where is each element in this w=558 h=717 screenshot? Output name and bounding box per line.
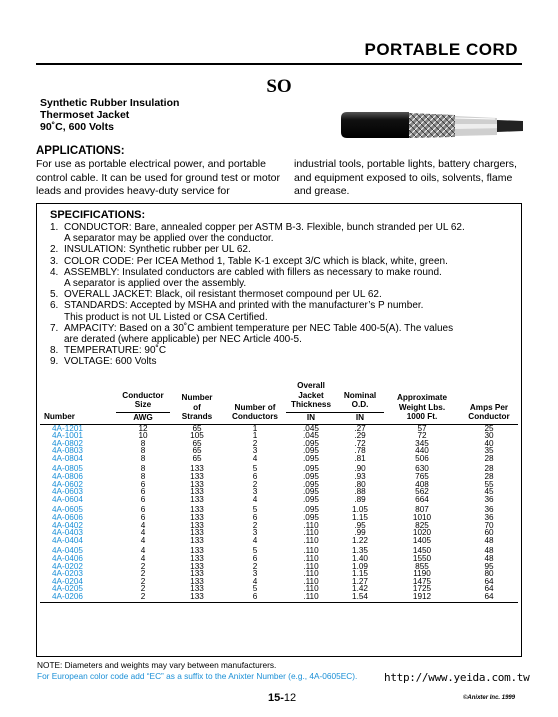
page-num: 12 (283, 692, 297, 704)
cell-od: .90 (354, 464, 366, 474)
cell-weight: 825 (415, 520, 429, 530)
cell-weight: 630 (415, 464, 429, 474)
cell-amps: 28 (484, 453, 494, 463)
cell-conductors: 6 (224, 593, 286, 602)
cell-od: 1.22 (352, 535, 368, 545)
cell-jacket-thickness: .095 (303, 453, 319, 463)
cell-part-number: 4A-0405 (52, 546, 83, 556)
spec-text: CONDUCTOR: Bare, annealed copper per ASTM B-3. Flexible, bunch stranded per UL 62. (64, 222, 465, 233)
table-row (40, 529, 518, 537)
table-row (40, 537, 518, 545)
cable-data-table (40, 381, 518, 603)
cell-conductors: 1 (252, 431, 258, 441)
cell-conductor-size: 4 (140, 535, 146, 545)
spec-item (50, 300, 518, 322)
table-row (40, 514, 518, 522)
cell-conductor-size: 8 (140, 453, 146, 463)
spec-number: 4. (50, 266, 59, 278)
spec-text: VOLTAGE: 600 Volts (64, 356, 157, 368)
cell-strands: 133 (190, 505, 204, 515)
cell-strands: 65 (192, 423, 202, 433)
column-header-strands: Number of Strands (170, 381, 224, 424)
table-row (40, 432, 518, 440)
cell-weight: 1550 (412, 554, 432, 563)
cell-part-number: 4A-0205 (52, 584, 83, 594)
page-header-title: PORTABLE CORD (364, 40, 518, 59)
table-row (40, 563, 518, 571)
cell-conductor-size: 2 (140, 569, 146, 579)
subtitle-line: Thermoset Jacket (40, 109, 130, 121)
cell-jacket-thickness: .110 (303, 569, 319, 579)
column-header-size: Conductor Size (122, 390, 164, 409)
cell-strands: 133 (190, 479, 204, 489)
cell-jacket-thickness: .095 (303, 446, 319, 456)
cell-conductor-size: 6 (140, 505, 146, 515)
cell-jacket-thickness: .095 (303, 513, 319, 523)
table-row (40, 455, 518, 463)
spec-text-continued: This product is not UL Listed or CSA Certified. (64, 311, 268, 323)
cable-type-title: SO (266, 76, 292, 97)
cell-strands: 133 (190, 520, 204, 530)
cell-conductor-size: 6 (140, 513, 146, 523)
cell-conductors: 4 (252, 535, 258, 545)
cell-amps: 30 (484, 431, 494, 441)
cell-part-number: 4A-0804 (52, 453, 83, 463)
cell-jacket-thickness: .095 (303, 487, 319, 497)
cell-conductor-size: 2 (140, 584, 146, 594)
cell-part-number: 4A-0806 (52, 472, 83, 482)
spec-item (50, 323, 518, 345)
spec-text: INSULATION: Synthetic rubber per UL 62. (64, 244, 251, 256)
table-row (40, 424, 518, 432)
cell-part-number: 4A-0605 (52, 505, 83, 515)
spec-item (50, 267, 518, 289)
cell-od: 1.09 (352, 561, 368, 571)
cell-od: .93 (354, 472, 366, 482)
column-header-weight: Approximate Weight Lbs. 1000 Ft. (384, 381, 460, 424)
spec-number: 6. (50, 300, 59, 312)
table-row (40, 578, 518, 586)
spec-text: TEMPERATURE: 90˚C (64, 345, 167, 357)
cell-part-number: 4A-0802 (52, 438, 83, 448)
cell-conductor-size: 6 (140, 494, 146, 504)
cell-amps: 36 (484, 505, 494, 515)
table-row (40, 462, 518, 473)
cell-conductors: 2 (252, 438, 258, 448)
cell-jacket-thickness: .110 (303, 535, 319, 545)
spec-item (50, 222, 518, 244)
cell-conductor-size: 4 (140, 528, 146, 538)
cell-conductors: 5 (252, 546, 258, 556)
cell-conductor-size: 4 (140, 554, 146, 563)
specifications-heading: SPECIFICATIONS: (50, 209, 146, 221)
cell-jacket-thickness: .095 (303, 505, 319, 515)
cell-weight: 765 (415, 472, 429, 482)
cell-conductor-size: 8 (140, 446, 146, 456)
cell-strands: 133 (190, 584, 204, 594)
cell-jacket-thickness: .095 (303, 438, 319, 448)
cell-conductors: 2 (252, 561, 258, 571)
spec-number: 7. (50, 322, 59, 334)
cell-weight: 807 (415, 505, 429, 515)
spec-number: 5. (50, 289, 59, 301)
cell-jacket-thickness: .110 (303, 520, 319, 530)
cell-amps: 48 (484, 535, 494, 545)
cell-conductor-size: 6 (140, 479, 146, 489)
cell-conductors: 4 (252, 494, 258, 504)
cell-conductor-size: 2 (116, 593, 170, 602)
cell-jacket-thickness: .110 (286, 593, 336, 602)
cell-jacket-thickness: .110 (303, 554, 319, 563)
page-number (268, 692, 296, 704)
cell-amps: 36 (484, 513, 494, 523)
spec-number: 2. (50, 244, 59, 256)
cell-conductor-size: 8 (140, 472, 146, 482)
column-header-number: Number (40, 381, 116, 424)
cell-amps: 64 (484, 576, 494, 586)
unit-jacket: IN (286, 412, 336, 424)
table-row (40, 488, 518, 496)
cell-weight: 72 (417, 431, 427, 441)
cell-weight: 506 (415, 453, 429, 463)
cell-amps: 48 (484, 554, 494, 563)
cell-amps: 55 (484, 479, 494, 489)
cell-weight: 1020 (412, 528, 432, 538)
cell-weight: 1912 (384, 593, 460, 602)
cell-conductors: 5 (252, 464, 258, 474)
cell-od: 1.54 (336, 593, 384, 602)
subtitle-line: 90˚C, 600 Volts (40, 121, 114, 133)
cell-strands: 105 (190, 431, 204, 441)
cell-conductor-size: 8 (140, 464, 146, 474)
spec-number: 9. (50, 356, 59, 368)
header-rule (36, 63, 522, 65)
spec-text-continued: A separator may be applied over the conductor. (64, 233, 274, 245)
cell-od: 1.27 (352, 576, 368, 586)
cell-amps: 64 (460, 593, 518, 602)
cell-amps: 60 (484, 528, 494, 538)
cell-jacket-thickness: .045 (303, 423, 319, 433)
cell-amps: 64 (484, 584, 494, 594)
cell-conductor-size: 10 (138, 431, 148, 441)
cell-part-number: 4A-0604 (52, 494, 83, 504)
specifications-list (50, 222, 518, 368)
cell-strands: 133 (190, 569, 204, 579)
spec-number: 3. (50, 255, 59, 267)
table-row (40, 447, 518, 455)
cell-part-number: 4A-0403 (52, 528, 83, 538)
cell-od: 1.35 (352, 546, 368, 556)
spec-item (50, 256, 518, 267)
cell-conductor-size: 4 (140, 520, 146, 530)
table-row (40, 473, 518, 481)
cell-part-number: 4A-0402 (52, 520, 83, 530)
cell-od: .88 (354, 487, 366, 497)
cell-jacket-thickness: .095 (303, 464, 319, 474)
cell-strands: 65 (192, 438, 202, 448)
cell-jacket-thickness: .110 (303, 576, 319, 586)
spec-text: ASSEMBLY: Insulated conductors are cabled with fillers as necessary to make round. (64, 266, 442, 278)
table-row (40, 522, 518, 530)
unit-od: IN (336, 412, 384, 424)
cell-conductors: 5 (252, 505, 258, 515)
cell-od: 1.40 (352, 554, 368, 563)
cell-od: 1.15 (352, 513, 368, 523)
cell-part-number: 4A-0206 (40, 593, 116, 602)
cell-conductors: 3 (252, 569, 258, 579)
applications-heading: APPLICATIONS: (36, 145, 125, 157)
cell-part-number: 4A-0203 (52, 569, 83, 579)
copyright: ©Anixter Inc. 1999 (463, 695, 516, 701)
cell-strands: 133 (190, 464, 204, 474)
cell-od: .27 (354, 423, 366, 433)
cell-part-number: 4A-0602 (52, 479, 83, 489)
applications-text-left: For use as portable electrical power, and portable control cable. It can be used for ground test or motor leads and provides heavy-duty service for (36, 158, 280, 197)
cell-strands: 133 (190, 472, 204, 482)
note-color-code: For European color code add “EC” as a suffix to the Anixter Number (e.g., 4A-0605EC). (37, 671, 358, 681)
cell-weight: 440 (415, 446, 429, 456)
column-header-jacket: Overall Jacket Thickness (290, 381, 332, 409)
cell-amps: 28 (484, 472, 494, 482)
cell-conductors: 3 (252, 446, 258, 456)
cell-weight: 345 (415, 438, 429, 448)
spec-text: STANDARDS: Accepted by MSHA and printed with the manufacturer’s P number. (64, 300, 424, 312)
cell-amps: 35 (484, 446, 494, 456)
column-header-conductors: Number of Conductors (224, 381, 286, 424)
specifications-box (36, 203, 522, 657)
cell-conductor-size: 6 (140, 487, 146, 497)
cell-weight: 57 (417, 423, 427, 433)
cable-image (337, 106, 527, 146)
cell-weight: 1725 (412, 584, 432, 594)
spec-item (50, 289, 518, 300)
unit-size: AWG (116, 412, 170, 424)
cell-conductors: 6 (252, 513, 258, 523)
table-row (40, 570, 518, 578)
cell-jacket-thickness: .095 (303, 479, 319, 489)
cell-conductors: 2 (252, 479, 258, 489)
spec-text: OVERALL JACKET: Black, oil resistant thermoset compound per UL 62. (64, 289, 382, 301)
cell-conductor-size: 2 (140, 576, 146, 586)
cell-strands: 133 (190, 528, 204, 538)
cell-conductor-size: 4 (140, 546, 146, 556)
cell-strands: 133 (190, 535, 204, 545)
applications-text-right: industrial tools, portable lights, battery chargers, and equipment exposed to oils, solvents, flame and grease. (294, 158, 517, 197)
cell-amps: 36 (484, 494, 494, 504)
page-prefix: 15- (268, 692, 284, 704)
cell-od: .72 (354, 438, 366, 448)
cell-strands: 133 (190, 494, 204, 504)
column-header-amps: Amps Per Conductor (460, 381, 518, 424)
table-row (40, 585, 518, 593)
spec-item (50, 356, 518, 367)
cell-part-number: 4A-0603 (52, 487, 83, 497)
table-row (40, 555, 518, 563)
cell-part-number: 4A-0805 (52, 464, 83, 474)
cell-strands: 133 (190, 561, 204, 571)
spec-text: AMPACITY: Based on a 30˚C ambient temperature per NEC Table 400-5(A). The values (64, 322, 454, 334)
cell-conductor-size: 2 (140, 561, 146, 571)
table-row (40, 503, 518, 514)
column-header-od: Nominal O.D. (343, 390, 377, 409)
cell-jacket-thickness: .095 (303, 494, 319, 504)
cell-jacket-thickness: .110 (303, 561, 319, 571)
cell-strands: 65 (192, 446, 202, 456)
spec-text: COLOR CODE: Per ICEA Method 1, Table K-1 except 3/C which is black, white, green. (64, 255, 448, 267)
cell-conductor-size: 12 (138, 423, 148, 433)
cell-conductors: 4 (252, 576, 258, 586)
spec-item (50, 244, 518, 255)
cell-part-number: 4A-0406 (52, 554, 83, 563)
cell-conductors: 3 (252, 487, 258, 497)
cell-strands: 133 (190, 576, 204, 586)
cell-weight: 562 (415, 487, 429, 497)
cell-part-number: 4A-1001 (52, 431, 83, 441)
cell-od: 1.15 (352, 569, 368, 579)
spec-text-continued: A separator is applied over the assembly. (64, 278, 247, 290)
table-row (40, 481, 518, 489)
note-diameters: NOTE: Diameters and weights may vary between manufacturers. (37, 660, 277, 670)
watermark-url: http://www.yeida.com.tw (384, 671, 530, 684)
table-row (40, 593, 518, 602)
cell-jacket-thickness: .110 (303, 546, 319, 556)
spec-number: 1. (50, 222, 59, 233)
cell-jacket-thickness: .095 (303, 472, 319, 482)
spec-number: 8. (50, 345, 59, 357)
cell-conductors: 4 (252, 453, 258, 463)
cell-amps: 95 (484, 561, 494, 571)
cell-strands: 65 (192, 453, 202, 463)
cell-conductors: 3 (252, 528, 258, 538)
cell-amps: 45 (484, 487, 494, 497)
cell-strands: 133 (190, 554, 204, 563)
cell-weight: 664 (415, 494, 429, 504)
cell-od: .29 (354, 431, 366, 441)
cell-part-number: 4A-1201 (52, 423, 83, 433)
spec-text-continued: are derated (where applicable) per NEC Article 400-5. (64, 334, 302, 346)
table-row (40, 440, 518, 448)
cell-conductors: 5 (252, 584, 258, 594)
cell-amps: 40 (484, 438, 494, 448)
product-subtitle (40, 97, 179, 133)
cell-od: .78 (354, 446, 366, 456)
cell-strands: 133 (190, 513, 204, 523)
cell-weight: 1190 (413, 569, 431, 579)
cell-od: .80 (354, 479, 366, 489)
subtitle-line: Synthetic Rubber Insulation (40, 97, 180, 109)
cell-jacket-thickness: .110 (303, 528, 319, 538)
cell-jacket-thickness: .045 (303, 431, 319, 441)
cell-od: 1.42 (352, 584, 368, 594)
cell-amps: 48 (484, 546, 494, 556)
cell-weight: 855 (415, 561, 429, 571)
cell-strands: 133 (170, 593, 224, 602)
cell-amps: 80 (484, 569, 494, 579)
table-row (40, 496, 518, 504)
cell-od: .81 (354, 453, 366, 463)
table-row (40, 544, 518, 555)
cell-part-number: 4A-0404 (52, 535, 83, 545)
cell-weight: 408 (415, 479, 429, 489)
cell-weight: 1450 (412, 546, 432, 556)
cell-od: .89 (354, 494, 366, 504)
cell-part-number: 4A-0803 (52, 446, 83, 456)
cell-od: .95 (354, 520, 366, 530)
cell-conductors: 2 (252, 520, 258, 530)
cell-part-number: 4A-0202 (52, 561, 83, 571)
cell-amps: 70 (484, 520, 494, 530)
cell-strands: 133 (190, 487, 204, 497)
cell-od: .99 (354, 528, 366, 538)
cell-amps: 25 (484, 423, 494, 433)
spec-item (50, 345, 518, 356)
cell-strands: 133 (190, 546, 204, 556)
cell-conductor-size: 8 (140, 438, 146, 448)
cell-jacket-thickness: .110 (303, 584, 319, 594)
cell-conductors: 6 (252, 554, 258, 563)
cell-amps: 28 (484, 464, 494, 474)
cell-conductors: 1 (252, 423, 258, 433)
cell-weight: 1475 (412, 576, 432, 586)
cell-part-number: 4A-0606 (52, 513, 83, 523)
cell-weight: 1405 (412, 535, 432, 545)
cell-conductors: 6 (252, 472, 258, 482)
cell-part-number: 4A-0204 (52, 576, 83, 586)
cell-weight: 1010 (412, 513, 432, 523)
cell-od: 1.05 (352, 505, 368, 515)
